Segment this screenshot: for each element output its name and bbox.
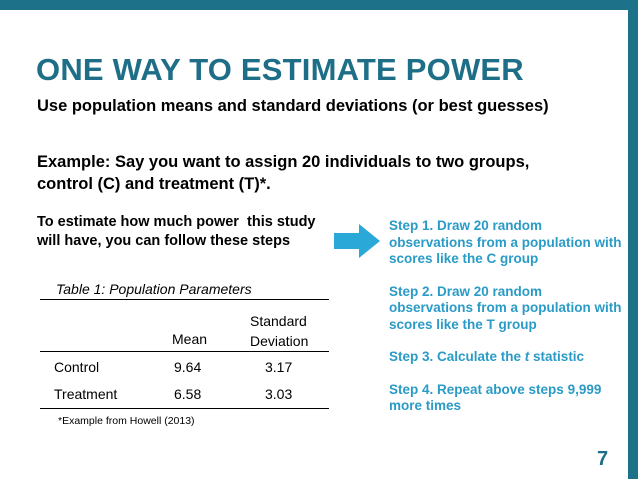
slide-subtitle: Use population means and standard deviations (or best guesses) xyxy=(37,97,549,115)
step-3-before: Step 3. Calculate the xyxy=(389,349,525,364)
top-accent-bar xyxy=(0,0,638,10)
table-footnote: *Example from Howell (2013) xyxy=(58,415,195,427)
control-mean: 9.64 xyxy=(174,359,202,375)
slide-title: ONE WAY TO ESTIMATE POWER xyxy=(36,52,524,87)
step-2: Step 2. Draw 20 random observations from a population with scores like the T group xyxy=(389,283,622,332)
table-header-rule xyxy=(40,351,329,352)
column-header-standard: Standard xyxy=(250,313,307,329)
right-accent-bar xyxy=(628,0,638,479)
steps-list xyxy=(389,218,629,431)
row-label-control: Control xyxy=(54,359,100,375)
intro-text xyxy=(37,213,367,251)
example-text xyxy=(37,151,597,195)
example-line-2: control (C) and treatment (T)*. xyxy=(37,175,271,193)
column-header-deviation: Deviation xyxy=(250,333,309,349)
table-caption: Table 1: Population Parameters xyxy=(56,281,252,297)
table-bottom-rule xyxy=(40,408,329,409)
step-4: Step 4. Repeat above steps 9,999 more times xyxy=(389,381,602,413)
treatment-sd: 3.03 xyxy=(265,386,293,402)
intro-line-2: will have, you can follow these steps xyxy=(37,233,291,249)
example-line-1: Example: Say you want to assign 20 individuals to two groups, xyxy=(37,153,530,171)
step-3 xyxy=(389,349,629,366)
page-number: 7 xyxy=(597,448,609,470)
column-header-mean: Mean xyxy=(172,331,208,347)
step-3-after: statistic xyxy=(529,349,585,364)
table-top-rule xyxy=(40,299,329,300)
row-label-treatment: Treatment xyxy=(54,386,118,402)
step-1: Step 1. Draw 20 random observations from a population with scores like the C group xyxy=(389,218,622,266)
control-sd: 3.17 xyxy=(265,359,293,375)
right-arrow-icon xyxy=(334,224,380,258)
intro-line-1: To estimate how much power this study xyxy=(37,214,316,230)
step-3-italic: t xyxy=(524,349,530,364)
treatment-mean: 6.58 xyxy=(174,386,202,402)
